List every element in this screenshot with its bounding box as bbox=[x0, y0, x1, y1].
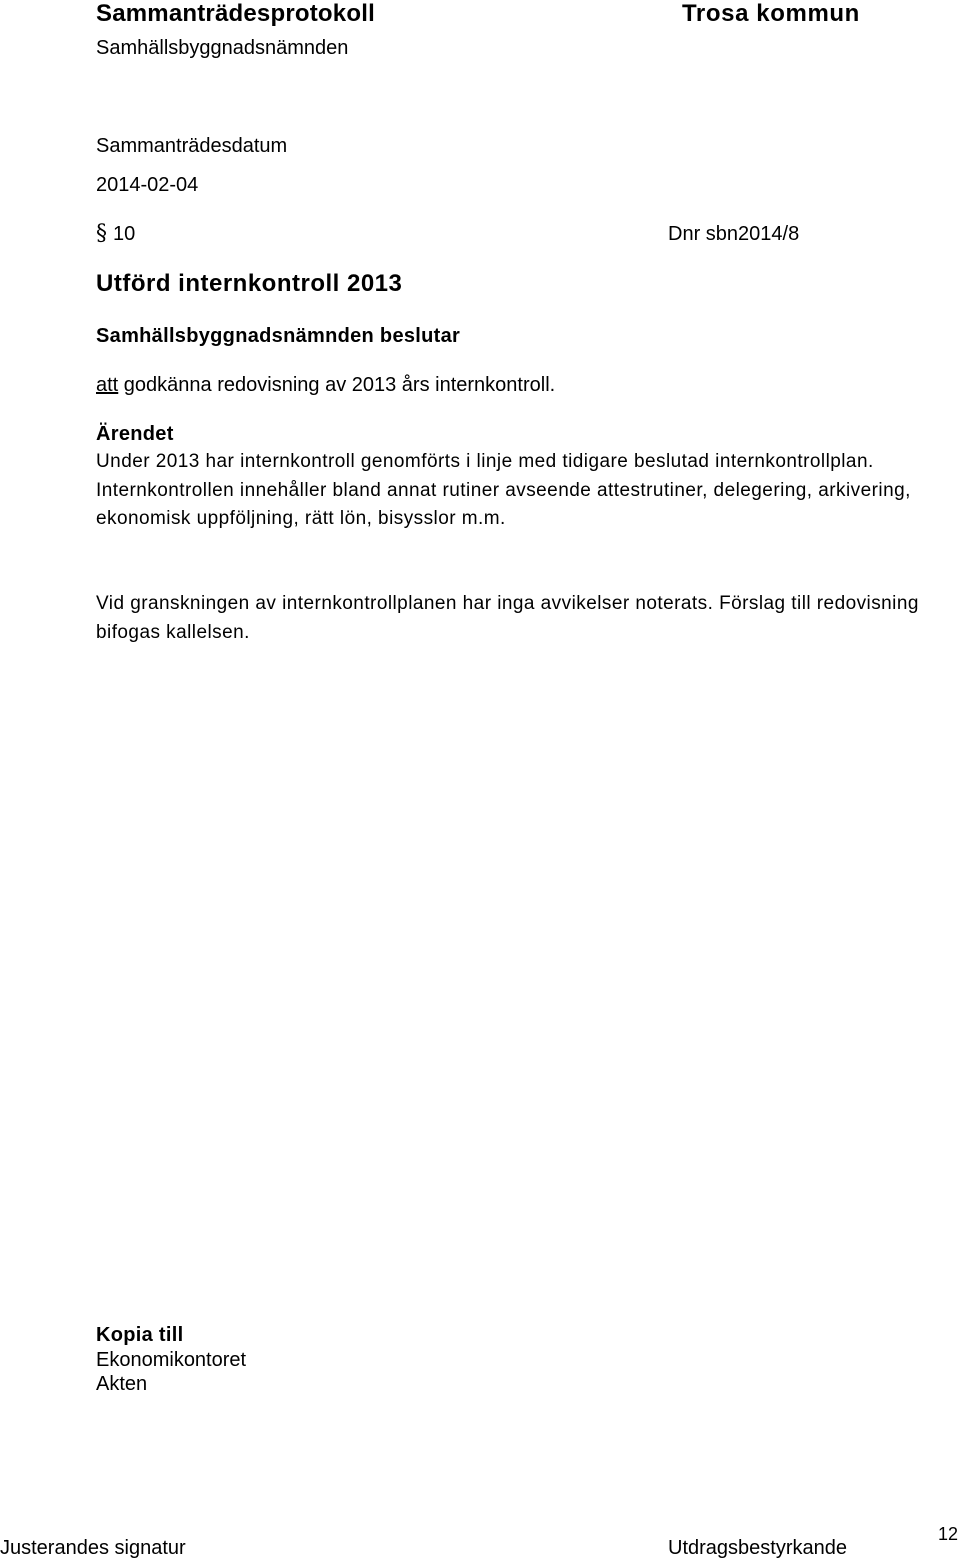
decision-heading: Samhällsbyggnadsnämnden beslutar bbox=[96, 325, 461, 347]
committee-name: Samhällsbyggnadsnämnden bbox=[96, 37, 349, 59]
decision-att: att bbox=[96, 374, 119, 396]
reference-number: Dnr sbn2014/8 bbox=[668, 223, 800, 245]
copy-recipient: Akten bbox=[96, 1373, 148, 1395]
paragraph-symbol: § bbox=[96, 221, 107, 246]
item-title: Utförd internkontroll 2013 bbox=[96, 270, 403, 297]
page-number: 12 bbox=[938, 1524, 959, 1544]
municipality-name: Trosa kommun bbox=[682, 0, 860, 27]
footer-signature-label: Justerandes signatur bbox=[0, 1537, 186, 1559]
document-title: Sammanträdesprotokoll bbox=[96, 0, 375, 27]
decision-body: godkänna redovisning av 2013 års internkontroll. bbox=[118, 374, 556, 396]
case-heading: Ärendet bbox=[96, 423, 174, 445]
case-paragraph-2: Vid granskningen av internkontrollplanen har inga avvikelser noterats. Förslag till redovisning bifogas kallelsen. bbox=[96, 593, 919, 643]
footer-certification-label: Utdragsbestyrkande bbox=[668, 1537, 847, 1559]
decision-text bbox=[96, 373, 555, 397]
meeting-date: 2014-02-04 bbox=[96, 174, 199, 196]
paragraph-number: 10 bbox=[113, 223, 136, 245]
meeting-date-label: Sammanträdesdatum bbox=[96, 135, 288, 157]
paragraph-number-row bbox=[96, 222, 135, 246]
copy-to-heading: Kopia till bbox=[96, 1324, 184, 1346]
copy-recipient: Ekonomikontoret bbox=[96, 1349, 247, 1371]
case-paragraph-1: Under 2013 har internkontroll genomförts i linje med tidigare beslutad internkontrollplan. Internkontrollen innehåller bland annat rutiner avseende attestrutiner, delegering, arkivering, ekonomisk uppföljning, rätt lön, bisysslor m.m. bbox=[96, 451, 911, 529]
